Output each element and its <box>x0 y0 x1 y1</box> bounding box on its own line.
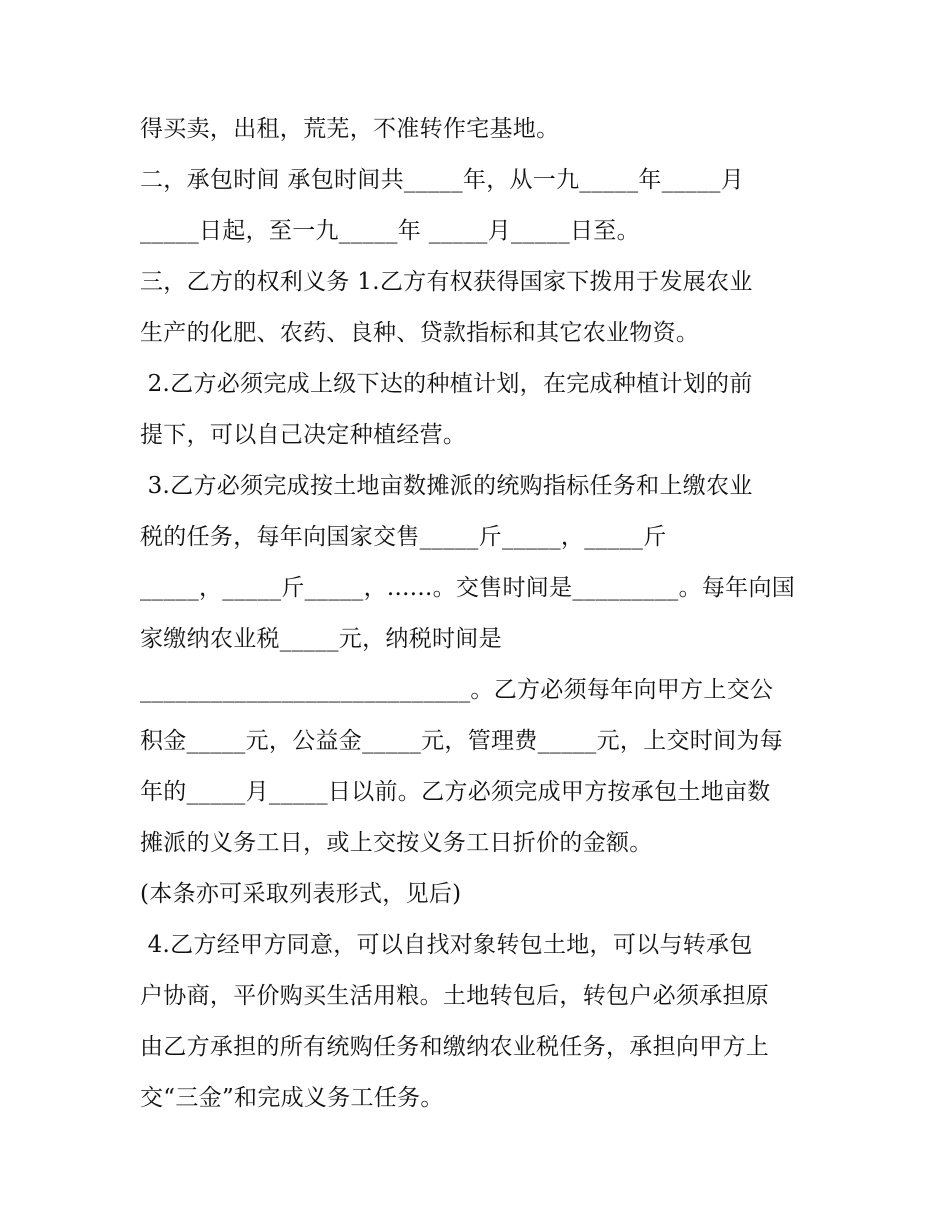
text-line: ____________________________。乙方必须每年向甲方上交公 <box>140 677 774 703</box>
text-line: 得买卖，出租，荒芜，不准转作宅基地。 <box>140 116 560 142</box>
text-line: 积金_____元，公益金_____元，管理费_____元，上交时间为每 <box>140 728 783 754</box>
text-line: 二，承包时间 承包时间共_____年，从一九_____年_____月 <box>140 167 745 193</box>
document-body <box>140 104 820 1124</box>
text-line: 家缴纳农业税_____元，纳税时间是 <box>140 626 502 652</box>
text-line: 生产的化肥、农药、良种、贷款指标和其它农业物资。 <box>140 320 700 346</box>
text-line: 交“三金”和完成义务工任务。 <box>140 1085 444 1111</box>
text-line: 摊派的义务工日，或上交按义务工日折价的金额。 <box>140 830 653 856</box>
text-line: (本条亦可采取列表形式，见后) <box>140 881 462 907</box>
text-line: 户协商，平价购买生活用粮。土地转包后，转包户必须承担原 <box>140 983 770 1009</box>
text-line: _____日起，至一九_____年 _____月_____日至。 <box>140 218 640 244</box>
text-line: 3.乙方必须完成按土地亩数摊派的统购指标任务和上缴农业 <box>140 473 753 499</box>
text-line: 4.乙方经甲方同意，可以自找对象转包土地，可以与转承包 <box>140 932 753 958</box>
text-line: 由乙方承担的所有统购任务和缴纳农业税任务，承担向甲方上 <box>140 1034 770 1060</box>
text-line: 提下，可以自己决定种植经营。 <box>140 422 467 448</box>
text-line: 三，乙方的权利义务 1.乙方有权获得国家下拨用于发展农业 <box>140 269 753 295</box>
text-line: _____，_____斤_____，......。交售时间是_________。每年向国 <box>140 575 796 601</box>
text-line: 2.乙方必须完成上级下达的种植计划，在完成种植计划的前 <box>140 371 753 397</box>
text-line: 税的任务，每年向国家交售_____斤_____，_____斤 <box>140 524 667 550</box>
text-line: 年的_____月_____日以前。乙方必须完成甲方按承包土地亩数 <box>140 779 771 805</box>
